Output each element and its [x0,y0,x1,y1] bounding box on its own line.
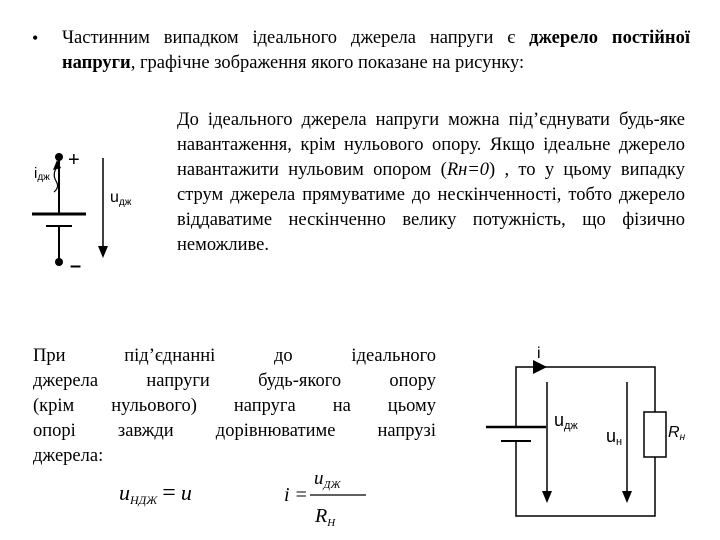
current-arrow-path [54,167,58,192]
current2-arrow-head [533,360,547,374]
voltage-label: uдж [110,189,132,208]
description-text-start: До ідеального джерела напруги можна під’єднувати будь-яке навантаження, крім нульового опору. Якщо ідеальне джерело навантажити нульовим опором ( [177,110,685,180]
voltage-arrow-head [98,246,108,258]
circuit-top-wire [516,367,655,427]
intro-bold-term: джерело постійної напруги [62,28,690,73]
load-resistor [644,412,666,457]
minus-sign: – [70,255,82,277]
source-terminal-plus [55,153,63,161]
connection-line: (крім нульового) напруга на цьому [33,396,436,416]
load-voltage-arrow-head [622,491,632,503]
description-text-end: ) , то у цьому випадку струм джерела прямуватиме до нескінченності, тобто джерело віддаватиме нескінченно велику потужність, що фізично неможливе. [177,160,685,255]
equation-current-denominator: $R_Н$ [315,505,336,529]
intro-text-start: Частинним випадком ідеального джерела напруги є [62,28,530,48]
equation-current-lhs: i = [284,484,307,506]
circuit-bottom-wire [516,441,655,516]
load-voltage-label: uн [606,426,623,448]
connection-line: джерела: [33,446,104,466]
intro-text-end: , графічне зображення якого показане на рисунку: [130,53,525,73]
current2-label: i [537,345,541,362]
connection-line: джерела напруги будь-якого опору [33,371,436,391]
plus-sign: + [68,149,80,171]
source2-voltage-arrow-head [542,491,552,503]
equation-voltage: uНДЖ = u [119,480,192,507]
bullet: • [32,28,39,48]
current-label: iдж [34,165,50,183]
source2-voltage-label: uдж [554,410,578,432]
description-formula: Rн=0 [446,160,490,180]
connection-line: опорі завжди дорівнюватиме напрузі [33,421,436,441]
source-terminal-minus [55,258,63,266]
resistor-label: Rн [668,424,686,443]
equation-current-numerator: $u_{ДЖ}$ [314,468,341,491]
connection-line: При під’єднанні до ідеального [33,346,436,366]
